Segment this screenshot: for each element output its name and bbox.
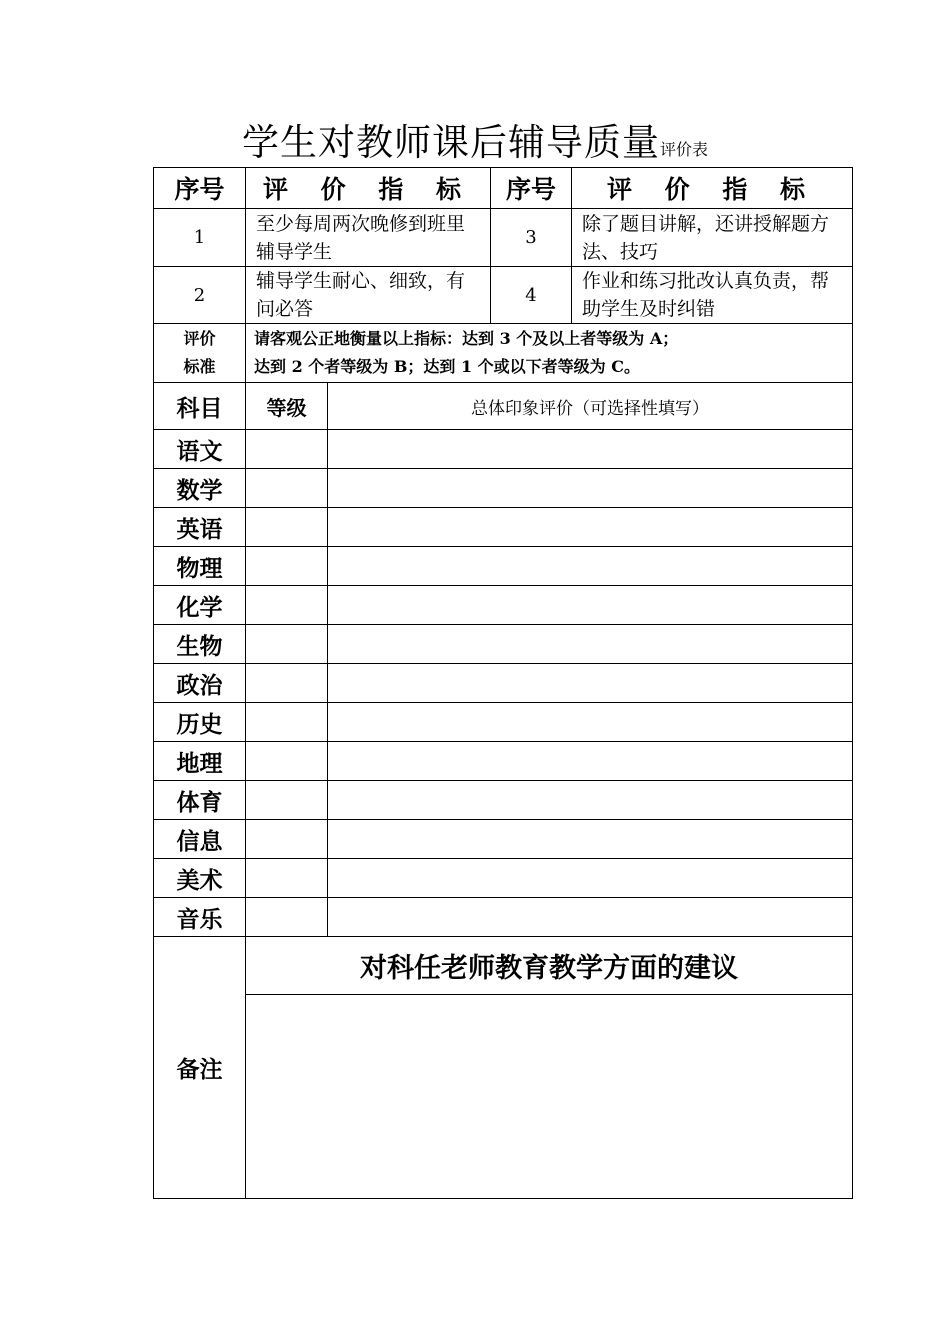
overall-comment-field[interactable] <box>328 859 853 898</box>
indicator-text: 除了题目讲解，还讲授解题方法、技巧 <box>572 209 853 267</box>
advice-row <box>154 995 853 1199</box>
indicator-table <box>153 167 853 383</box>
indicator-seq: 4 <box>491 267 572 324</box>
subject-row <box>154 898 853 937</box>
overall-comment-field[interactable] <box>328 781 853 820</box>
overall-comment-field[interactable] <box>328 508 853 547</box>
subject-name: 美术 <box>154 859 246 898</box>
overall-comment-field[interactable] <box>328 703 853 742</box>
title-main: 学生对教师课后辅导质量 <box>241 121 660 164</box>
level-field[interactable] <box>246 547 328 586</box>
overall-comment-field[interactable] <box>328 664 853 703</box>
level-field[interactable] <box>246 430 328 469</box>
overall-comment-field[interactable] <box>328 586 853 625</box>
criteria-label <box>154 324 246 383</box>
level-field[interactable] <box>246 781 328 820</box>
subject-name: 信息 <box>154 820 246 859</box>
criteria-row <box>154 324 853 383</box>
subject-name: 地理 <box>154 742 246 781</box>
subject-row <box>154 664 853 703</box>
subject-name: 生物 <box>154 625 246 664</box>
indicator-header-right: 评 价 指 标 <box>572 168 853 209</box>
subject-row <box>154 781 853 820</box>
level-field[interactable] <box>246 742 328 781</box>
page-title <box>0 112 950 166</box>
overall-comment-field[interactable] <box>328 742 853 781</box>
advice-field[interactable] <box>246 995 853 1199</box>
subject-name: 历史 <box>154 703 246 742</box>
indicator-header-row <box>154 168 853 209</box>
subject-name: 英语 <box>154 508 246 547</box>
subject-row <box>154 430 853 469</box>
remarks-label: 备注 <box>154 937 246 1199</box>
seq-header-right: 序号 <box>491 168 572 209</box>
level-field[interactable] <box>246 703 328 742</box>
indicator-row <box>154 209 853 267</box>
subject-row <box>154 820 853 859</box>
subject-row <box>154 742 853 781</box>
subject-table <box>153 382 853 1199</box>
criteria-line2: 达到 2 个者等级为 B；达到 1 个或以下者等级为 C。 <box>254 357 640 376</box>
subject-name: 化学 <box>154 586 246 625</box>
overall-comment-field[interactable] <box>328 547 853 586</box>
criteria-text <box>246 324 853 383</box>
indicator-seq: 1 <box>154 209 246 267</box>
subject-name: 音乐 <box>154 898 246 937</box>
criteria-line1: 请客观公正地衡量以上指标：达到 3 个及以上者等级为 A； <box>254 329 679 348</box>
overall-comment-field[interactable] <box>328 430 853 469</box>
subject-name: 体育 <box>154 781 246 820</box>
subject-name: 政治 <box>154 664 246 703</box>
criteria-label-line1: 评价 <box>183 329 216 348</box>
level-field[interactable] <box>246 859 328 898</box>
level-column-header: 等级 <box>246 383 328 430</box>
subject-row <box>154 508 853 547</box>
advice-title: 对科任老师教育教学方面的建议 <box>246 937 853 995</box>
subject-name: 数学 <box>154 469 246 508</box>
overall-comment-field[interactable] <box>328 820 853 859</box>
overall-column-header: 总体印象评价（可选择性填写） <box>328 383 853 430</box>
subject-name: 物理 <box>154 547 246 586</box>
subject-column-header: 科目 <box>154 383 246 430</box>
indicator-text: 至少每周两次晚修到班里辅导学生 <box>246 209 491 267</box>
overall-comment-field[interactable] <box>328 625 853 664</box>
seq-header-left: 序号 <box>154 168 246 209</box>
indicator-header-left: 评 价 指 标 <box>246 168 491 209</box>
remarks-header-row <box>154 937 853 995</box>
subject-row <box>154 625 853 664</box>
subject-header-row <box>154 383 853 430</box>
indicator-seq: 2 <box>154 267 246 324</box>
title-sub: 评价表 <box>659 140 708 159</box>
indicator-text: 作业和练习批改认真负责，帮助学生及时纠错 <box>572 267 853 324</box>
indicator-row <box>154 267 853 324</box>
level-field[interactable] <box>246 586 328 625</box>
level-field[interactable] <box>246 469 328 508</box>
level-field[interactable] <box>246 664 328 703</box>
overall-comment-field[interactable] <box>328 469 853 508</box>
subject-row <box>154 586 853 625</box>
subject-row <box>154 469 853 508</box>
level-field[interactable] <box>246 625 328 664</box>
subject-row <box>154 859 853 898</box>
criteria-label-line2: 标准 <box>183 357 216 376</box>
subject-row <box>154 547 853 586</box>
indicator-seq: 3 <box>491 209 572 267</box>
subject-name: 语文 <box>154 430 246 469</box>
subject-rows <box>154 430 853 937</box>
level-field[interactable] <box>246 898 328 937</box>
indicator-text: 辅导学生耐心、细致，有问必答 <box>246 267 491 324</box>
level-field[interactable] <box>246 820 328 859</box>
level-field[interactable] <box>246 508 328 547</box>
subject-row <box>154 703 853 742</box>
overall-comment-field[interactable] <box>328 898 853 937</box>
